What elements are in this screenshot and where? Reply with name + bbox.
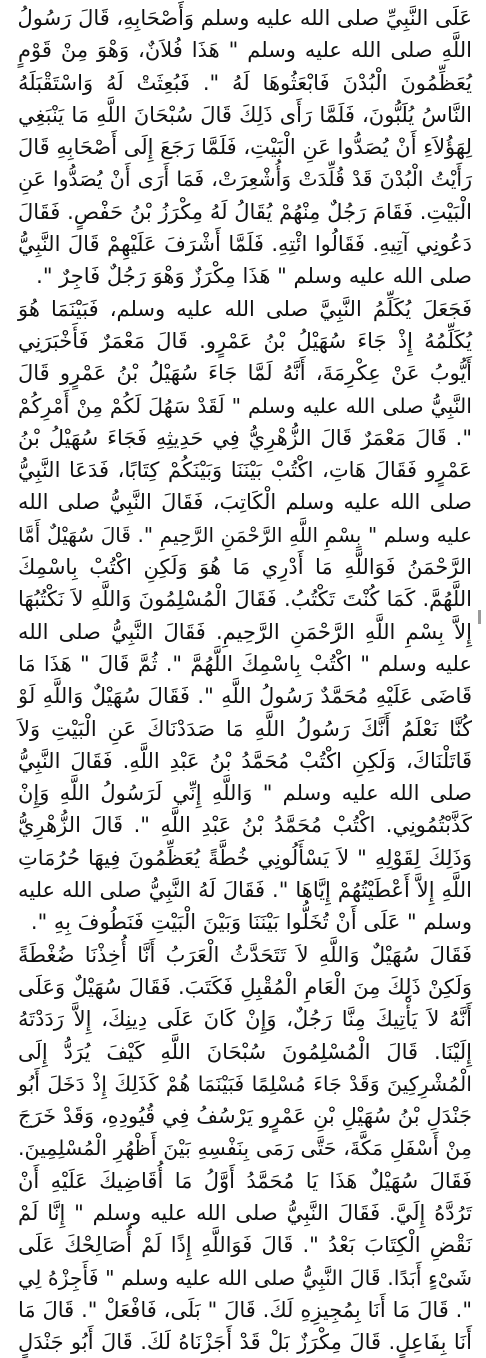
text-line: إِلاَّ بِسْمِ اللَّهِ الرَّحْمَنِ الرَّحِيمِ. فَقَالَ النَّبِيُّ صلى الله [18, 619, 472, 644]
text-line: النَّاسُ يُلَبُّونَ، فَلَمَّا رَأَى ذَلِكَ قَالَ سُبْحَانَ اللَّهِ مَا يَنْبَغِي [18, 102, 472, 127]
text-line: قَاتَلْنَاكَ، وَلَكِنِ اكْتُبْ مُحَمَّدُ بْنُ عَبْدِ اللَّهِ. فَقَالَ النَّبِيُّ [18, 748, 472, 773]
text-line: جَنْدَلِ بْنُ سُهَيْلِ بْنِ عَمْرٍو يَرْسُفُ فِي قُيُودِهِ، وَقَدْ خَرَجَ [18, 1104, 472, 1129]
text-line: وسلم " عَلَى أَنْ تُخَلُّوا بَيْنَنَا وَبَيْنَ الْبَيْتِ فَنَطُوفَ بِهِ ". [30, 910, 472, 935]
text-line: لِهَؤُلاَءِ أَنْ يُصَدُّوا عَنِ الْبَيْتِ، فَلَمَّا رَجَعَ إِلَى أَصْحَابِهِ قَالَ [18, 135, 472, 160]
text-line: ". قَالَ مَعْمَرٌ قَالَ الزُّهْرِيُّ فِي حَدِيثِهِ فَجَاءَ سُهَيْلُ بْنُ [18, 425, 472, 450]
text-line: الرَّحْمَنُ فَوَاللَّهِ مَا أَدْرِي مَا هُوَ وَلَكِنِ اكْتُبْ بِاسْمِكَ [18, 555, 472, 580]
text-line: دَعُونِي آتِيهِ. فَقَالُوا ائْتِهِ. فَلَمَّا أَشْرَفَ عَلَيْهِمْ قَالَ النَّبِيُّ [18, 232, 472, 257]
text-line: النَّبِيُّ صلى الله عليه وسلم " لَقَدْ سَهُلَ لَكُمْ مِنْ أَمْرِكُمْ [18, 393, 472, 418]
text-line: رَأَيْتُ الْبُدْنَ قَدْ قُلِّدَتْ وَأُشْعِرَتْ، فَمَا أَرَى أَنْ يُصَدُّوا عَنِ [18, 167, 472, 192]
text-line: صلى الله عليه وسلم " هَذَا مِكْرَزٌ وَهْوَ رَجُلٌ فَاجِرٌ ". [36, 264, 472, 289]
text-line: أَيُّوبُ عَنْ عِكْرِمَةَ، أَنَّهُ لَمَّا جَاءَ سُهَيْلُ بْنُ عَمْرٍو قَالَ [18, 361, 472, 386]
hadith-text-body [18, 2, 472, 1358]
text-line: فَجَعَلَ يُكَلِّمُ النَّبِيَّ صلى الله عليه وسلم، فَبَيْنَمَا هُوَ [18, 296, 472, 321]
text-line: الْبَيْتِ. فَقَامَ رَجُلٌ مِنْهُمْ يُقَالُ لَهُ مِكْرَزُ بْنُ حَفْصٍ. فَقَالَ [18, 199, 472, 224]
text-line: اللَّهُمَّ. كَمَا كُنْتَ تَكْتُبُ. فَقَالَ الْمُسْلِمُونَ وَاللَّهِ لاَ نَكْتُبُهَا [18, 587, 472, 612]
text-line: شَىْءٍ أَبَدًا. قَالَ النَّبِيُّ صلى الله عليه وسلم " فَأَجِزْهُ لِي [17, 1265, 472, 1290]
text-line: ". قَالَ مَا أَنَا بِمُجِيزِهِ لَكَ. قَالَ " بَلَى، فَافْعَلْ ". قَالَ مَا [18, 1297, 472, 1322]
text-line: كَذَّبْتُمُونِي. اكْتُبْ مُحَمَّدُ بْنُ عَبْدِ اللَّهِ ". قَالَ الزُّهْرِيُّ [18, 813, 472, 838]
text-line: عَلَى النَّبِيِّ صلى الله عليه وسلم وَأَصْحَابِهِ، قَالَ رَسُولُ [17, 6, 472, 30]
text-line: يُعَظِّمُونَ الْبُدْنَ فَابْعَثُوهَا لَهُ ". فَبُعِثَتْ لَهُ وَاسْتَقْبَلَهُ [18, 70, 472, 95]
text-line: أَنَّهُ لاَ يَأْتِيكَ مِنَّا رَجُلٌ، وَإِنْ كَانَ عَلَى دِينِكَ، إِلاَّ رَدَدْتَهُ [18, 1007, 472, 1032]
text-line: نَقْضِ الْكِتَابَ بَعْدُ ". قَالَ فَوَاللَّهِ إِذًا لَمْ أُصَالِحْكَ عَلَى [18, 1233, 472, 1258]
text-line: فَقَالَ سُهَيْلٌ وَاللَّهِ لاَ تَتَحَدَّثُ الْعَرَبُ أَنَّا أُخِذْنَا ضُغْطَةً [18, 942, 472, 967]
text-line: إِلَيْنَا. قَالَ الْمُسْلِمُونَ سُبْحَانَ اللَّهِ كَيْفَ يُرَدُّ إِلَى [18, 1039, 472, 1064]
text-line: صلى الله عليه وسلم الْكَاتِبَ، فَقَالَ النَّبِيُّ صلى الله [18, 490, 472, 515]
text-line: وَذَلِكَ لِقَوْلِهِ " لاَ يَسْأَلُونِي خُطَّةً يُعَظِّمُونَ فِيهَا حُرُمَاتِ [18, 845, 472, 870]
text-line: صلى الله عليه وسلم " وَاللَّهِ إِنِّي لَرَسُولُ اللَّهِ وَإِنْ [18, 781, 472, 806]
text-line: وَلَكِنْ ذَلِكَ مِنَ الْعَامِ الْمُقْبِلِ فَكَتَبَ. فَقَالَ سُهَيْلٌ وَعَلَى [18, 974, 472, 999]
text-line: فَقَالَ سُهَيْلٌ هَذَا يَا مُحَمَّدُ أَوَّلُ مَا أُقَاضِيكَ عَلَيْهِ أَنْ [18, 1168, 472, 1193]
text-line: يُكَلِّمُهُ إِذْ جَاءَ سُهَيْلُ بْنُ عَمْرٍو. قَالَ مَعْمَرٌ فَأَخْبَرَنِي [18, 328, 472, 353]
text-line: كُنَّا نَعْلَمُ أَنَّكَ رَسُولُ اللَّهِ مَا صَدَدْنَاكَ عَنِ الْبَيْتِ وَلاَ [18, 716, 472, 741]
text-line: تَرُدَّهُ إِلَيَّ. فَقَالَ النَّبِيُّ صلى الله عليه وسلم " إِنَّا لَمْ [18, 1200, 472, 1225]
text-line: اللَّهِ إِلاَّ أَعْطَيْتُهُمْ إِيَّاهَا ". فَقَالَ لَهُ النَّبِيُّ صلى الله عليه [18, 878, 472, 903]
text-line: قَاضَى عَلَيْهِ مُحَمَّدٌ رَسُولُ اللَّهِ ". فَقَالَ سُهَيْلٌ وَاللَّهِ لَوْ [18, 684, 472, 709]
text-line: عليه وسلم " اكْتُبْ بِاسْمِكَ اللَّهُمَّ ". ثُمَّ قَالَ " هَذَا مَا [18, 651, 472, 676]
text-line: اللَّهِ صلى الله عليه وسلم " هَذَا فُلاَنٌ، وَهْوَ مِنْ قَوْمٍ [18, 38, 472, 63]
text-line: عَمْرٍو فَقَالَ هَاتِ، اكْتُبْ بَيْنَنَا وَبَيْنَكُمْ كِتَابًا، فَدَعَا النَّبِيُّ [18, 458, 472, 483]
text-line: مِنْ أَسْفَلِ مَكَّةَ، حَتَّى رَمَى بِنَفْسِهِ بَيْنَ أَظْهُرِ الْمُسْلِمِينَ. [18, 1136, 472, 1161]
scroll-indicator [478, 610, 481, 624]
text-line: عليه وسلم " بِسْمِ اللَّهِ الرَّحْمَنِ الرَّحِيمِ ". قَالَ سُهَيْلٌ أَمَّا [18, 522, 472, 547]
text-line: أَنَا بِفَاعِلٍ. قَالَ مِكْرَزٌ بَلْ قَدْ أَجَزْنَاهُ لَكَ. قَالَ أَبُو جَنْدَلٍ [18, 1330, 472, 1355]
text-line: الْمُشْرِكِينَ وَقَدْ جَاءَ مُسْلِمًا فَبَيْنَمَا هُمْ كَذَلِكَ إِذْ دَخَلَ أَبُو [18, 1071, 472, 1096]
